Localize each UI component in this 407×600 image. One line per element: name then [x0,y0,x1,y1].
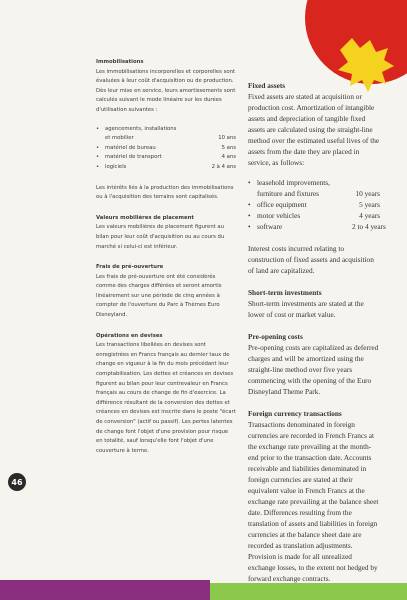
list-item: • leasehold improvements, [248,178,330,187]
list-item: • agencements, installations [96,125,177,132]
list-item: et mobilier 10 ans [105,135,236,142]
section-heading: Fixed assets [248,81,286,90]
section-heading: Short-term investments [248,288,322,297]
section-text: Transactions denominated in foreign currencies are recorded in French Francs at the exchange rate prevailing at the month-end prior to the transaction date. Accounts receivable and liabilities denominated in foreign currencies are stated at their equivalent value in French Francs at the exchange rate prevailing at the balance sheet date. Differences resulting from the translation of assets and liabilities in foreign currencies at the balance sheet date are recorded as translation adjustments. Provision is made for all unrealized exchange losses, to the extent not hedged by forward exchange contracts. [248,420,379,583]
section-valeurs [96,214,236,252]
section-heading: Foreign currency transactions [248,409,342,418]
section-heading: Pre-opening costs [248,332,303,341]
english-column [248,80,386,595]
section-text: Fixed assets are stated at acquisition or production cost. Amortization of intangible assets and depreciation of tangible fixed assets are calculated using the straight-line method over the estimated useful lives of the assets from the date they are placed in service, as follows: [248,92,380,167]
section-text: Les transactions libellées en devises sont enregistrées en Francs français au dernier taux de change en vigueur à la fin du mois précédant leur comptabilisation. Les dettes et créances en devises figurent au bilan pour leur contrevaleur en Francs français au cours de change de fin d'exercice. La différence résultant de la conversion des dettes et créances en devises est inscrite dans le poste "écart de conversion" (actif ou passif). Les pertes latentes de change font l'objet d'une provision pour risque en totalité, sauf lorsqu'elle font l'objet d'une couverture à terme. [96,342,236,454]
section-note: Les intérêts liés à la production des immobilisations ou à l'acquisition des terrains sont capitalisés. [96,184,234,201]
purple-footer-bar [0,580,210,600]
depreciation-list-en [248,177,386,232]
list-item: • motor vehicles 4 years [248,211,380,220]
section-short-term [248,287,380,320]
french-column [96,58,236,467]
section-heading: Opérations en devises [96,332,163,339]
section-pre-opening [248,331,380,397]
list-item: • matériel de bureau 5 ans [96,144,236,151]
section-text: Les immobilisations incorporelles et corporelles sont évaluées à leur coût d'acquisition ou de production. Dès leur mise en service, leurs amortissements sont calculés suivant le mode linéaire sur les durées d'utilisation suivantes : [96,68,236,113]
section-text: Les frais de pré-ouverture ont été considérés comme des charges différées et seront amortis linéairement sur une période de cinq années à compter de l'ouverture du Parc à Thèmes Euro Disneyland. [96,273,222,319]
depreciation-list-fr [96,125,236,173]
section-text: Les valeurs mobilières de placement figurent au bilan pour leur coût d'acquisition ou au cours du marché si celui-ci est inférieur. [96,224,225,250]
section-immobilisations [96,58,236,203]
list-item: • matériel de transport 4 ans [96,154,236,161]
section-heading: Immobilisations [96,59,144,65]
section-heading: Valeurs mobilières de placement [96,214,194,221]
page-number: 46 [8,473,26,491]
section-text: Short-term investments are stated at the lower of cost or market value. [248,299,364,319]
section-note: Interest costs incurred relating to construction of fixed assets and acquisition of land are capitalized. [248,244,374,275]
list-item: • software 2 to 4 years [248,222,386,231]
section-heading: Frais de pré-ouverture [96,264,164,271]
list-item: • logiciels 2 à 4 ans [96,163,236,170]
section-devises [96,332,236,457]
list-item: • office equipment 5 years [248,200,380,209]
list-item: furniture and fixtures 10 years [257,189,380,198]
section-fixed-assets [248,80,386,276]
section-currency [248,408,380,584]
section-frais [96,263,236,321]
section-text: Pre-opening costs are capitalized as deferred charges and will be amortized using the straight-line method over five years commencing with the opening of the Euro Disneyland Theme Park. [248,343,379,396]
